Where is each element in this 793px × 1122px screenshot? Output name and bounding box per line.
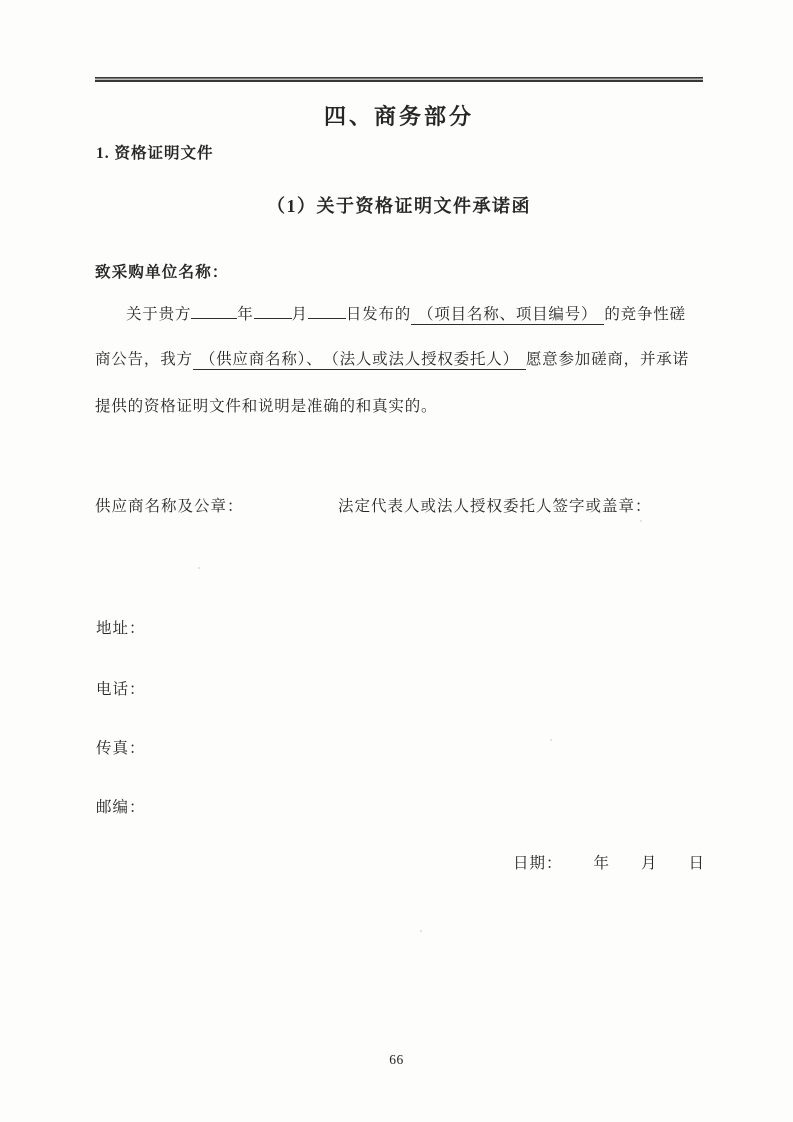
date-year-label: 年 [593,855,610,872]
supplier-name-placeholder: （供应商名称）、 （法人或法人授权委托人） [193,351,526,370]
header-double-rule [95,77,703,82]
page-number: 66 [389,1052,404,1067]
date-month-label: 月 [640,855,658,872]
scan-speck [198,567,200,569]
paragraph-lead-text: 关于贵方 [126,306,192,323]
subsection-title: 1. 资格证明文件 [96,145,214,162]
paragraph-line-3: 提供的资格证明文件和说明是准确的和真实的。 [95,398,438,415]
scan-speck [640,520,642,522]
supplier-seal-label: 供应商名称及公章： [95,498,244,515]
year-blank-underline [191,302,237,319]
month-unit-label: 月 [291,306,308,323]
day-blank-underline [308,302,346,319]
salutation-label: 致采购单位名称： [95,264,229,281]
address-label: 地址： [96,620,146,637]
scan-speck [420,930,422,932]
year-unit-label: 年 [237,306,254,323]
date-label: 日期： [513,855,563,872]
project-name-placeholder: （项目名称、项目编号） [411,306,604,325]
paragraph-mid-text: 日发布的 [345,306,412,323]
paragraph-line-1 [95,302,735,325]
date-line [513,851,705,873]
phone-label: 电话： [96,681,146,698]
paragraph-tail-text: 愿意参加磋商，并承诺 [525,351,689,368]
letter-title: （1）关于资格证明文件承诺函 [267,196,531,216]
month-blank-underline [254,302,292,319]
postcode-label: 邮编： [96,799,146,816]
section-title: 四、商务部分 [323,104,474,129]
paragraph-tail-text: 的竞争性磋 [604,306,686,323]
scan-speck [550,739,552,741]
representative-signature-label: 法定代表人或法人授权委托人签字或盖章： [338,498,652,515]
fax-label: 传真： [96,740,146,757]
date-day-label: 日 [688,855,705,872]
paragraph-lead-text: 商公告，我方 [95,351,193,368]
paragraph-line-2 [95,350,735,370]
